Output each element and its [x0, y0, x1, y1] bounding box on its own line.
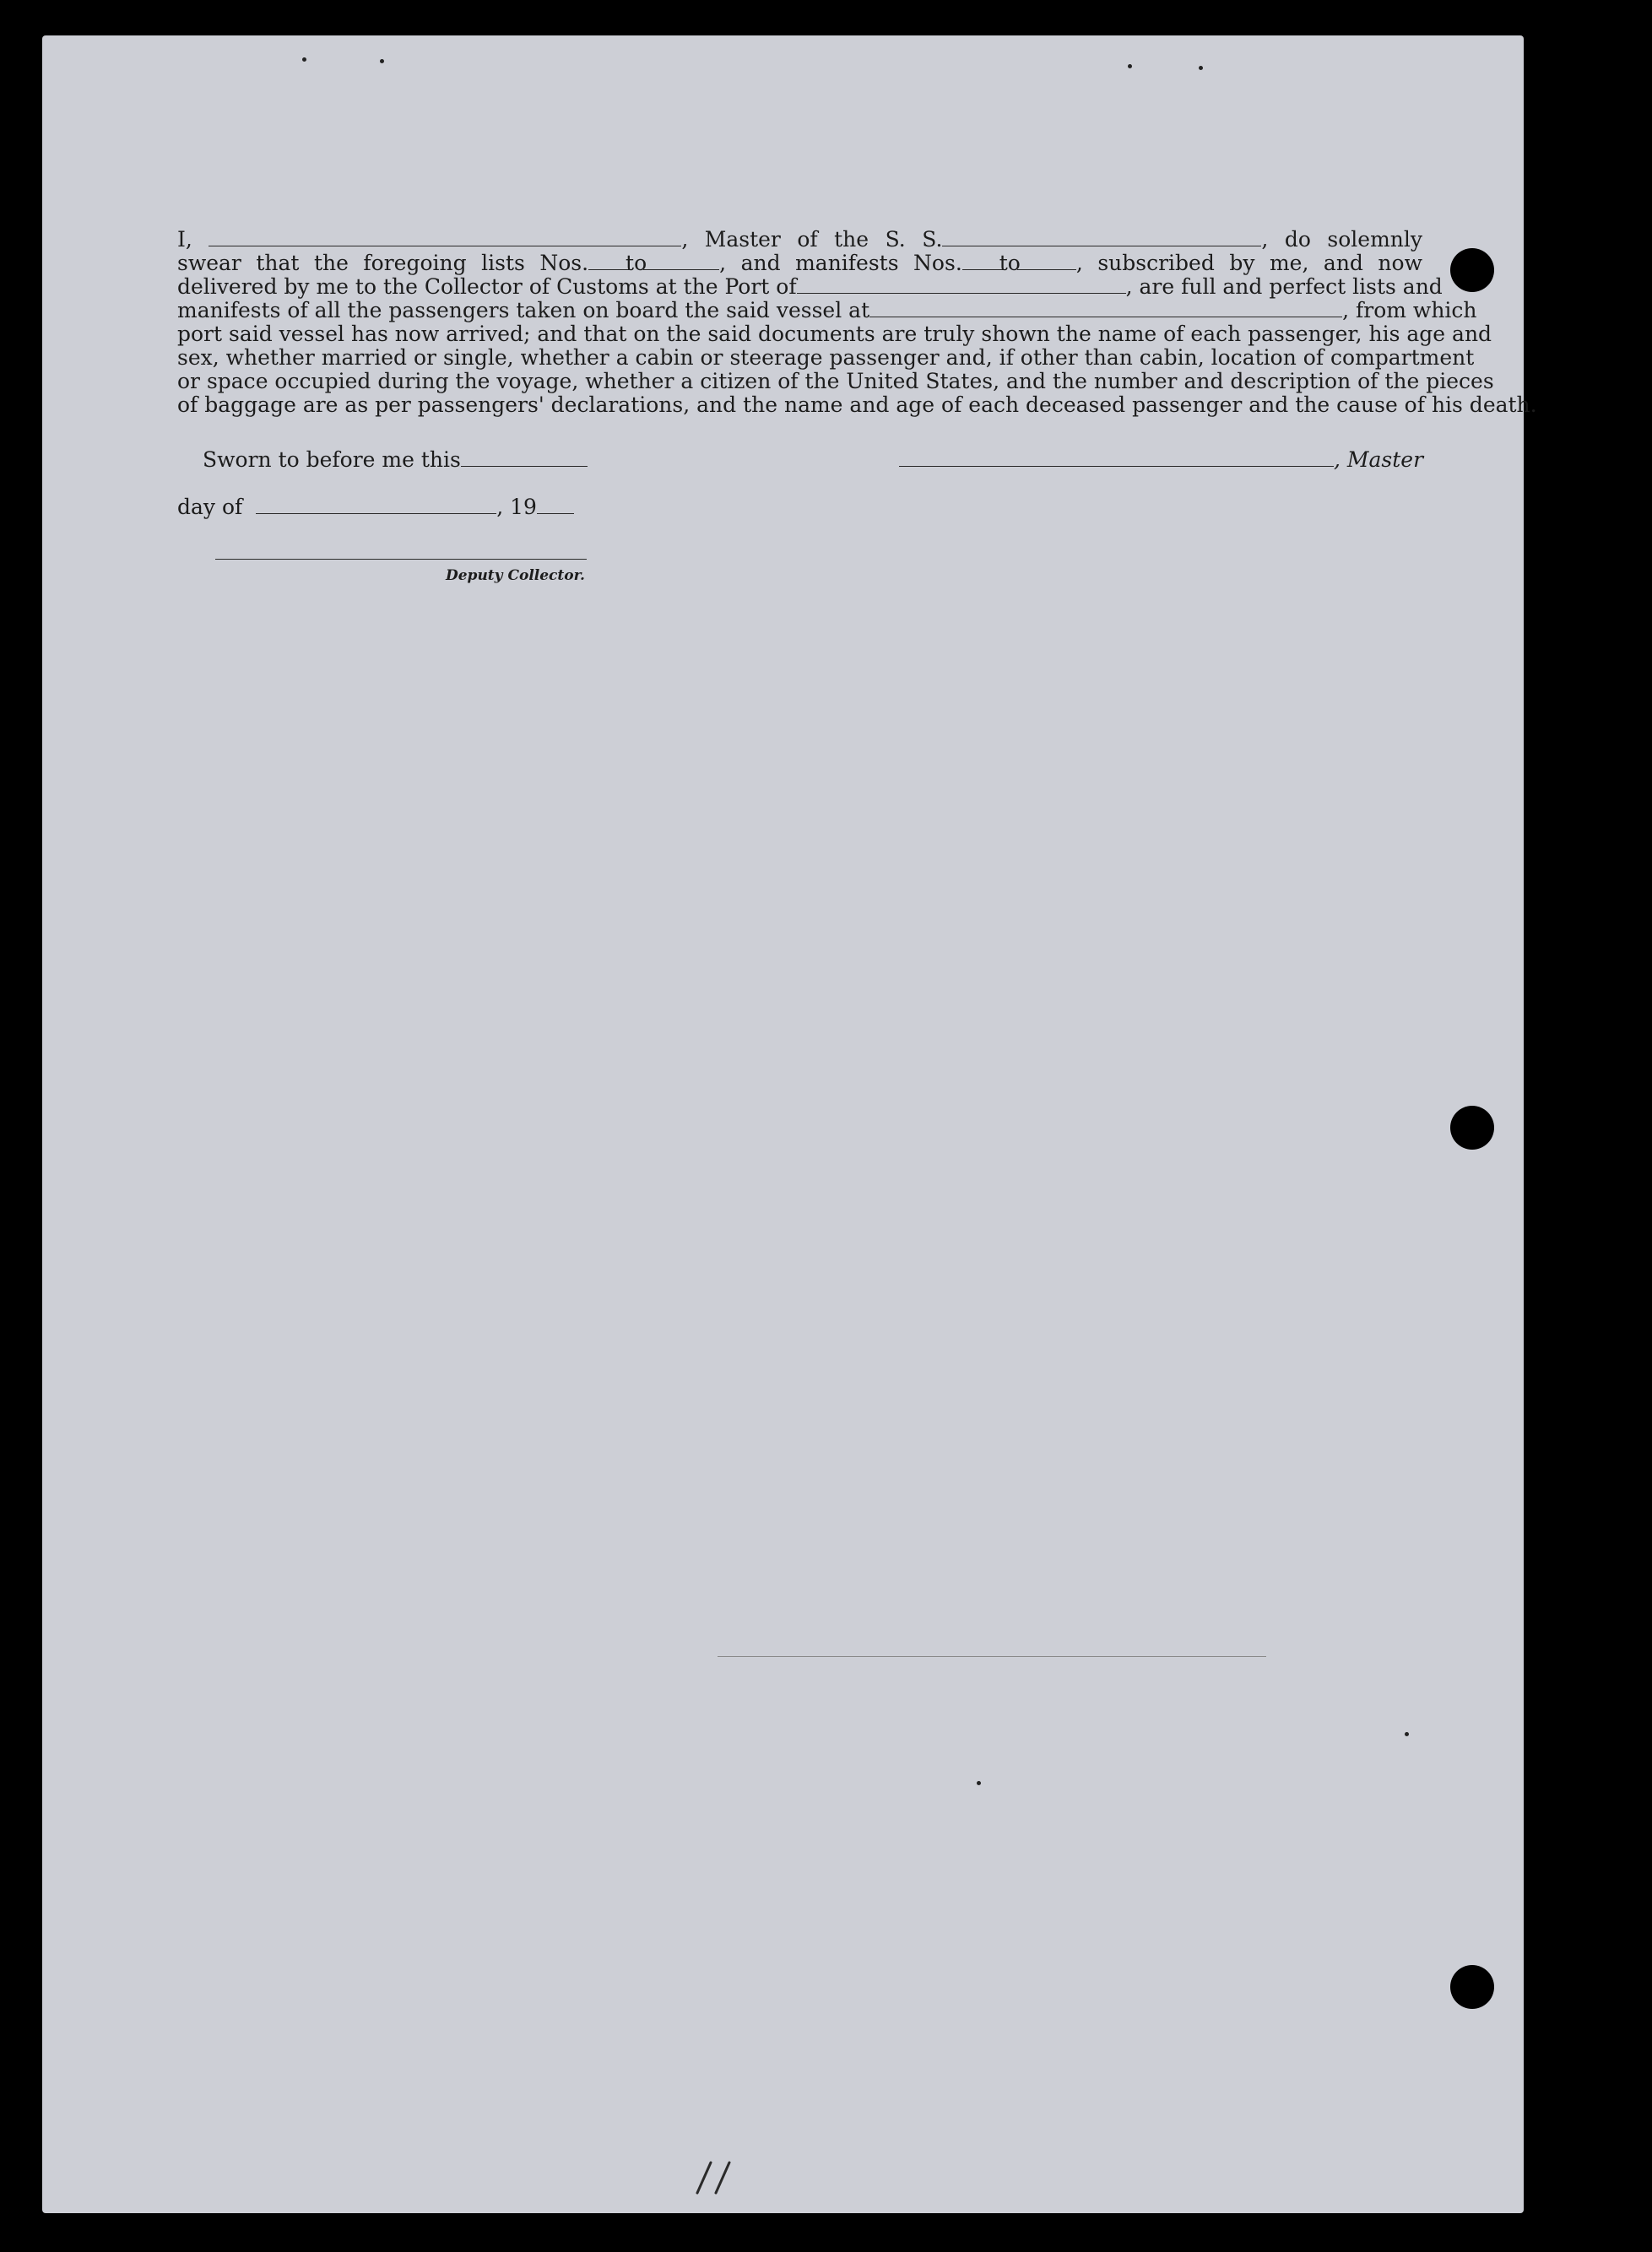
oath-text: , and manifests Nos. [719, 251, 962, 275]
oath-text: to [999, 251, 1021, 275]
day-of-text: day of [177, 495, 243, 519]
handwritten-page-number [685, 2156, 745, 2198]
day-of-line [177, 495, 574, 519]
oath-text: , are full and perfect lists and [1125, 274, 1443, 299]
oath-text: to [626, 251, 647, 275]
scan-artifact-line [718, 1656, 1266, 1657]
departure-port-blank[interactable] [869, 301, 1342, 317]
oath-line-4 [177, 298, 1477, 322]
lists-to-blank[interactable] [643, 254, 719, 270]
oath-line-5: port said vessel has now arrived; and that on the said documents are truly shown the name of each passenger, his age and [177, 322, 1492, 346]
master-name-blank[interactable] [209, 230, 681, 246]
scan-speck [1199, 66, 1203, 70]
port-blank[interactable] [797, 278, 1126, 294]
oath-line-7: or space occupied during the voyage, whether a citizen of the United States, and the number and description of the pieces [177, 369, 1494, 393]
oath-text: , do solemnly [1261, 227, 1422, 252]
oath-line-6: sex, whether married or single, whether a cabin or steerage passenger and, if other than cabin, location of compartment [177, 345, 1475, 370]
sworn-line [203, 447, 588, 472]
oath-line-2 [177, 252, 1422, 275]
punch-hole-top [1450, 248, 1494, 292]
punch-hole-bottom [1450, 1965, 1494, 2009]
oath-text: manifests of all the passengers taken on board the said vessel at [177, 298, 870, 322]
manifests-to-blank[interactable] [1017, 254, 1076, 270]
oath-line-8: of baggage are as per passengers' declarations, and the name and age of each deceased passenger and the cause of his death. [177, 392, 1537, 417]
oath-text: delivered by me to the Collector of Customs at the Port of [177, 274, 797, 299]
punch-hole-middle [1450, 1106, 1494, 1150]
year-blank[interactable] [537, 498, 574, 514]
master-label: , Master [1334, 447, 1424, 472]
oath-line-1 [177, 228, 1422, 252]
scan-speck [380, 59, 384, 63]
master-signature-blank[interactable] [899, 451, 1334, 467]
oath-text: swear that the foregoing lists Nos. [177, 251, 589, 275]
scan-speck [1128, 64, 1132, 68]
year-prefix: , 19 [496, 495, 537, 519]
month-blank[interactable] [256, 498, 496, 514]
sworn-day-blank[interactable] [461, 451, 588, 467]
oath-text: , Master of the S. S. [681, 227, 943, 252]
oath-paragraph [177, 227, 1537, 417]
manifests-from-blank[interactable] [962, 254, 1003, 270]
master-signature [899, 447, 1423, 472]
deputy-signature-line[interactable] [215, 559, 587, 560]
lists-from-blank[interactable] [588, 254, 629, 270]
oath-text: I, [177, 227, 192, 252]
vessel-name-blank[interactable] [942, 230, 1261, 246]
paper-sheet [42, 35, 1537, 2213]
sworn-text: Sworn to before me this [203, 447, 461, 472]
oath-text: , from which [1342, 298, 1477, 322]
oath-line-3 [177, 274, 1443, 299]
scan-speck [977, 1781, 981, 1785]
deputy-collector-label: Deputy Collector. [446, 567, 585, 584]
oath-text: , subscribed by me, and now [1075, 251, 1422, 275]
scan-speck [1405, 1732, 1409, 1736]
scan-speck [302, 57, 306, 62]
